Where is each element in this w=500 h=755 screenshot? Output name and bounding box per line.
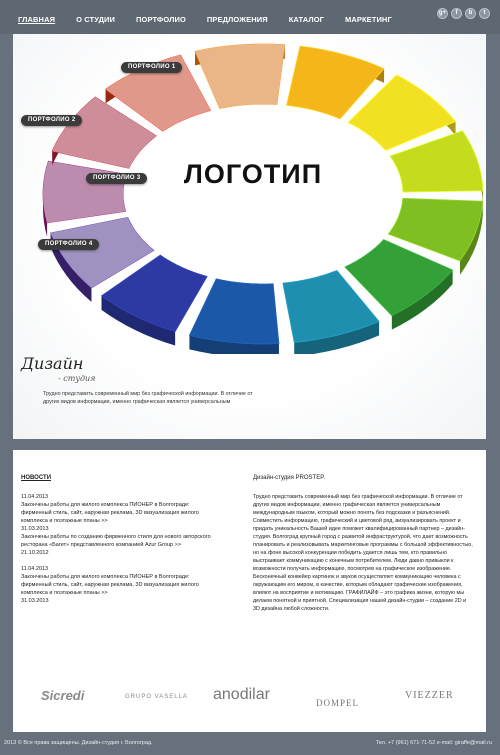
about-title: Дизайн-студия PROSTEP. <box>253 475 326 481</box>
hero-description: Трудно представить современный мир без графической информации. В отличие от других видов информации, именно графическая является универсальным <box>43 391 253 405</box>
studio-title: Дизайн <box>21 354 84 373</box>
portfolio-thumbnail[interactable] <box>43 161 126 223</box>
news-item[interactable] <box>21 493 211 533</box>
news-date: 31.03.2013 <box>21 526 49 532</box>
footer-contacts: Тел. +7 (961) 671-71-52 e-mail: giraffe@mail.ru <box>375 740 492 746</box>
news-date: 11.04.2013 <box>21 566 49 572</box>
blog-icon[interactable]: b <box>465 8 476 19</box>
content-panel <box>13 450 486 732</box>
ring-segment <box>189 279 279 344</box>
portfolio-1-label[interactable]: ПОРТФОЛИО 1 <box>121 62 182 73</box>
logo-text: ЛОГОТИП <box>183 159 323 189</box>
news-text: Закончены работы по созданию фирменного стиля для нового авторского ресторана «Багет» представленного компанией Azur Group >> <box>21 534 211 548</box>
nav-portfolio[interactable]: ПОРТФОЛИО <box>136 15 186 24</box>
twitter-icon[interactable]: t <box>479 8 490 19</box>
nav-home[interactable]: ГЛАВНАЯ <box>18 15 56 24</box>
hero-panel <box>13 34 486 439</box>
googleplus-icon[interactable]: g+ <box>437 8 448 19</box>
studio-subtitle: - студия <box>58 374 96 383</box>
nav-offers[interactable]: ПРЕДЛОЖЕНИЯ <box>206 15 268 24</box>
partner-logo-dompel[interactable]: DOMPEL <box>316 698 360 708</box>
partner-logo-anodilar[interactable]: anodilar <box>213 686 270 703</box>
news-section <box>21 475 211 605</box>
portfolio-4-label[interactable]: ПОРТФОЛИО 4 <box>38 239 99 250</box>
footer-copyright: 2013 © Все права защищены. Дизайн-студия г. Волгоград. <box>4 740 153 746</box>
about-text: Трудно представить современный мир без графической информации. В отличие от других видов информации, именно графическая является универсальным международным языком, который можно понять без подсказки и разъяснений. Совместить информацию, графический и цветовой ряд, визуализировать проект и придать уникальность Вашей идее поможет квалифицированный партнер – дизайн-студия. Волгоград крупный город с развитой инфраструктурой, что дает возможность планировать и реализовывать маркетинговые программы с большой эффективностью, но на фоне высокой конкуренции победить удается лишь тем, кто правильно выстраивает коммуникацию с конечным потребителем. Люди давно привыкли к возможности получать информацию, посмотрев на графическое изображение. Бесконечный конвейер картинок и звуков осуществляет коммуникацию человека с окружающим его миром, в качестве, которым обладают графические изображения, влияют на восприятие и мотивацию. ГРАФИЛАЙФ – это графика жизни, которую мы делаем понятной и приятной. Специализация нашей дизайн-студии – создание 2D и 3D дизайна любой сложности. <box>253 494 473 612</box>
about-section <box>253 475 473 613</box>
facebook-icon[interactable]: f <box>451 8 462 19</box>
news-item[interactable] <box>21 533 211 557</box>
partner-logo-vasella[interactable]: GRUPO VASELLA <box>125 694 188 700</box>
nav-marketing[interactable]: МАРКЕТИНГ <box>345 15 392 24</box>
news-date: 11.04.2013 <box>21 494 49 500</box>
news-date: 21.10.2012 <box>21 550 49 556</box>
news-item[interactable] <box>21 565 211 605</box>
main-nav <box>18 15 413 24</box>
news-text: Закончены работы для жилого комплекса ПИОНЕР в Волгограде: фирменный стиль, сайт, наружная реклама, 3D визуализация жилого комплекса и поэтажные планы >> <box>21 502 199 524</box>
top-bar <box>0 0 500 34</box>
news-date: 31.03.2013 <box>21 598 49 604</box>
color-wheel <box>13 34 486 354</box>
partner-logo-viezzer[interactable]: VIEZZER <box>405 690 454 701</box>
portfolio-2-label[interactable]: ПОРТФОЛИО 2 <box>21 115 82 126</box>
portfolio-3-label[interactable]: ПОРТФОЛИО 3 <box>86 173 147 184</box>
social-links <box>437 8 490 19</box>
partner-logos <box>13 680 486 720</box>
news-title[interactable]: НОВОСТИ <box>21 475 52 481</box>
news-text: Закончены работы для жилого комплекса ПИОНЕР в Волгограде: фирменный стиль, сайт, наружная реклама, 3D визуализация жилого комплекса и поэтажные планы >> <box>21 574 199 596</box>
nav-about[interactable]: О СТУДИИ <box>76 15 116 24</box>
partner-logo-sicredi[interactable]: Sicredi <box>41 688 85 703</box>
portfolio-thumbnail[interactable] <box>195 44 285 108</box>
nav-catalog[interactable]: КАТАЛОГ <box>288 15 325 24</box>
